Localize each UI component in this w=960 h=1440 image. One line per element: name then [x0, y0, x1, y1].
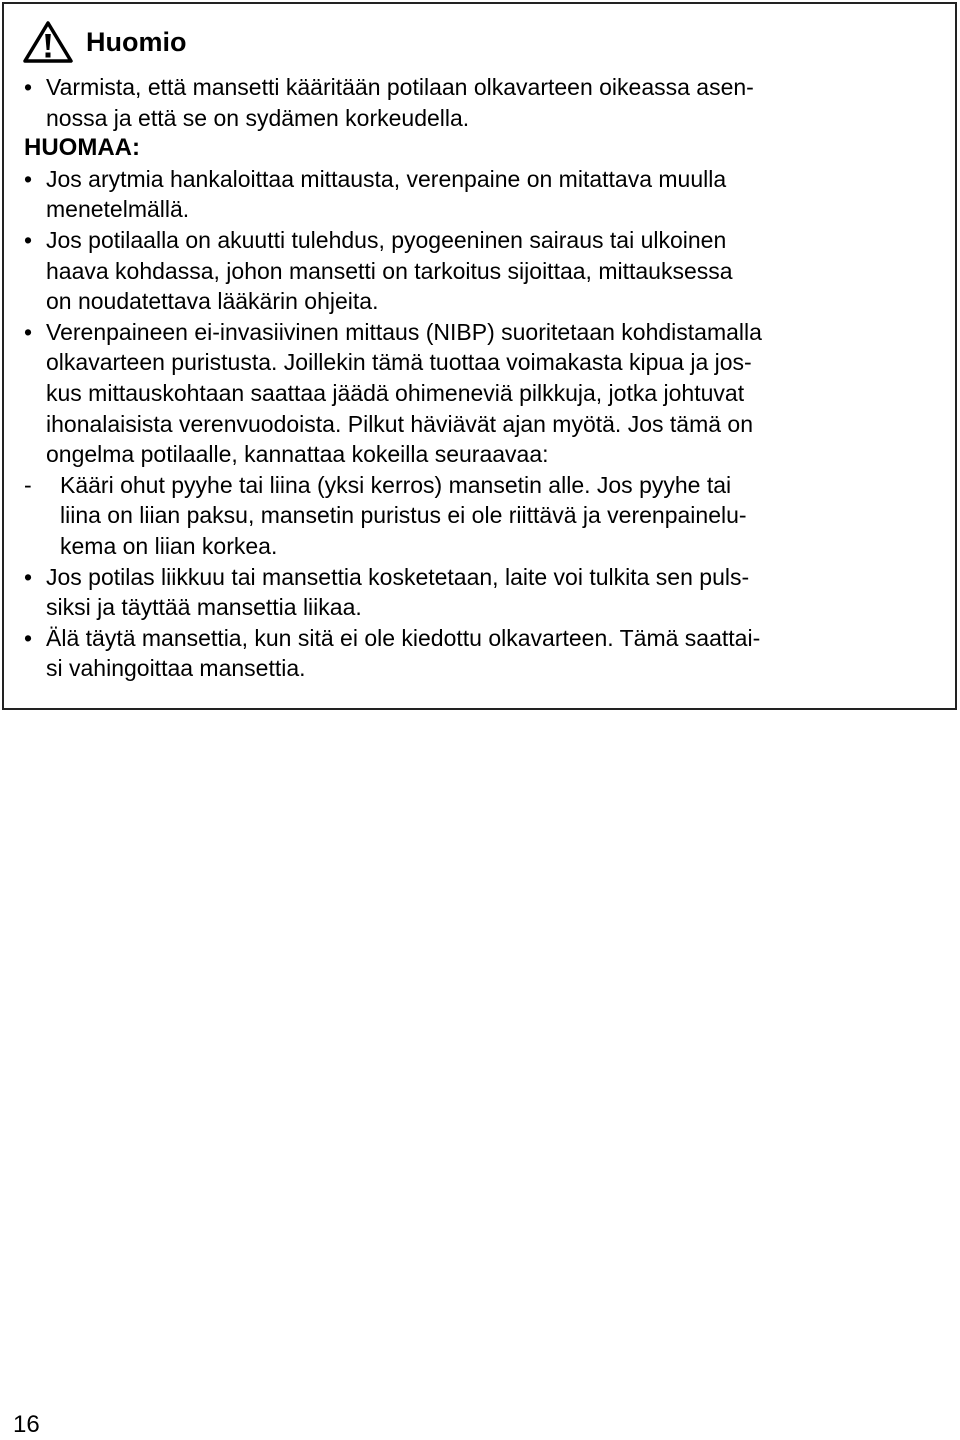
bullet: • — [24, 563, 33, 590]
list-item — [24, 164, 944, 225]
bullet: • — [24, 165, 33, 192]
note-text: Älä täytä mansettia, kun sitä ei ole kiedottu olkavarteen. Tämä saattai- si vahingoittaa mansettia. — [46, 624, 761, 682]
warning-triangle-icon — [22, 20, 74, 64]
bullet: • — [24, 226, 33, 253]
bullet: • — [24, 624, 33, 651]
note-text: Jos potilas liikkuu tai mansettia kosketetaan, laite voi tulkita sen puls- siksi ja täyttää mansettia liikaa. — [46, 563, 750, 621]
caution-title: Huomio — [86, 27, 187, 57]
list-item — [24, 225, 944, 317]
note-title: HUOMAA: — [24, 134, 140, 162]
note-text: Jos potilaalla on akuutti tulehdus, pyogeeninen sairaus tai ulkoinen haava kohdassa, johon mansetti on tarkoitus sijoittaa, mittauksessa on noudatettava lääkärin ohjeita. — [46, 226, 733, 315]
caution-text: Varmista, että mansetti kääritään potilaan olkavarteen oikeassa asen- nossa ja että se on sydämen korkeudella. — [46, 74, 754, 131]
note-text: Jos arytmia hankaloittaa mittausta, verenpaine on mitattava muulla menetelmällä. — [46, 165, 727, 223]
dash-marker: - — [24, 471, 32, 498]
caution-content — [24, 72, 944, 684]
list-item — [24, 72, 944, 133]
list-item — [24, 623, 944, 684]
bullet: • — [24, 74, 33, 100]
caution-heading — [22, 20, 187, 64]
note-text: Verenpaineen ei-invasiivinen mittaus (NIBP) suoritetaan kohdistamalla olkavarteen puristusta. Joillekin tämä tuottaa voimakasta kipua ja jos- kus mittauskohtaan saattaa jäädä ohimeneviä pilkkuja, jotka johtuvat ihonalaisista verenvuodoista. Pilkut häviävät ajan myötä. Jos tämä on ongelma potilaalle, kannattaa kokeilla seuraavaa: — [46, 318, 762, 468]
page-number: 16 — [13, 1411, 40, 1438]
list-item — [24, 562, 944, 623]
sub-item-text: Kääri ohut pyyhe tai liina (yksi kerros) mansetin alle. Jos pyyhe tai liina on liian paksu, mansetin puristus ei ole riittävä ja verenpainelu- kema on liian korkea. — [60, 471, 747, 559]
caution-box — [2, 2, 957, 710]
list-item — [24, 317, 944, 470]
bullet: • — [24, 318, 33, 345]
sub-list-item — [24, 470, 944, 562]
